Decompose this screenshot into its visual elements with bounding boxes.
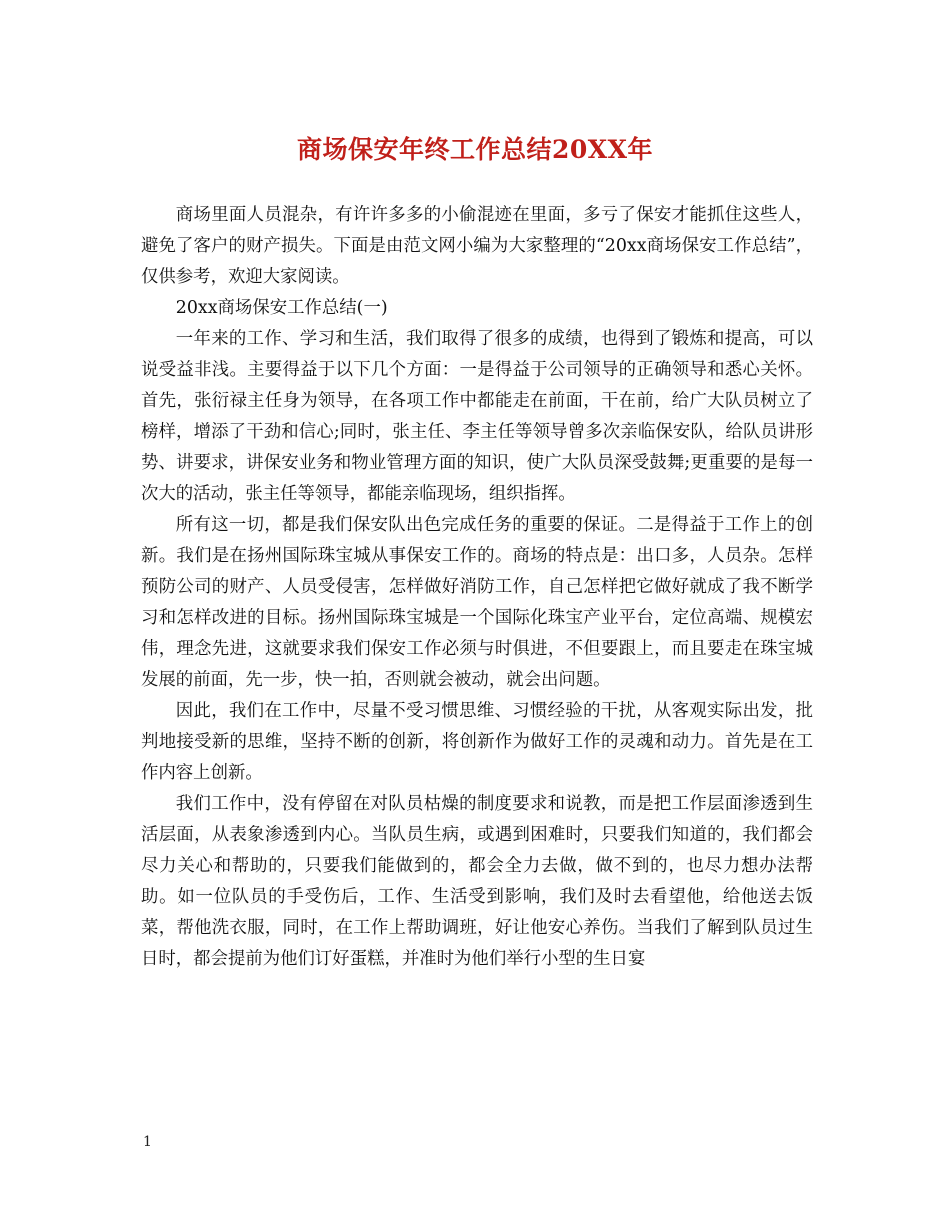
document-title: 商场保安年终工作总结20XX年 [296, 135, 654, 164]
paragraph-care: 我们工作中，没有停留在对队员枯燥的制度要求和说教，而是把工作层面渗透到生活层面，从表象渗透到内心。当队员生病，或遇到困难时，只要我们知道的，我们都会尽力关心和帮助的，只要我们能做到的，都会全力去做，做不到的，也尽力想办法帮助。如一位队员的手受伤后，工作、生活受到影响，我们及时去看望他，给他送去饭菜，帮他洗衣服，同时，在工作上帮助调班，好让他安心养伤。当我们了解到队员过生日时，都会提前为他们订好蛋糕，并准时为他们举行小型的生日宴 [141, 794, 813, 969]
page-number: 1 [143, 1134, 152, 1150]
paragraph-intro: 商场里面人员混杂，有许许多多的小偷混迹在里面，多亏了保安才能抓住这些人，避免了客户的财产损失。下面是由范文网小编为大家整理的“20xx商场保安工作总结”，仅供参考，欢迎大家阅读。 [141, 205, 813, 287]
document-body [141, 200, 813, 975]
paragraph-thinking: 因此，我们在工作中，尽量不受习惯思维、习惯经验的干扰，从客观实际出发，批判地接受新的思维，坚持不断的创新，将创新作为做好工作的灵魂和动力。首先是在工作内容上创新。 [141, 701, 813, 783]
paragraph-section-heading: 20xx商场保安工作总结(一) [175, 298, 388, 318]
paragraph-achievements: 一年来的工作、学习和生活，我们取得了很多的成绩，也得到了锻炼和提高，可以说受益非浅。主要得益于以下几个方面：一是得益于公司领导的正确领导和悉心关怀。首先，张衍禄主任身为领导，在各项工作中都能走在前面，干在前，给广大队员树立了榜样，增添了干劲和信心;同时，张主任、李主任等领导曾多次亲临保安队，给队员讲形势、讲要求，讲保安业务和物业管理方面的知识，使广大队员深受鼓舞;更重要的是每一次大的活动，张主任等领导，都能亲临现场，组织指挥。 [141, 329, 813, 504]
paragraph-innovation: 所有这一切，都是我们保安队出色完成任务的重要的保证。二是得益于工作上的创新。我们是在扬州国际珠宝城从事保安工作的。商场的特点是：出口多，人员杂。怎样预防公司的财产、人员受侵害，怎样做好消防工作，自己怎样把它做好就成了我不断学习和怎样改进的目标。扬州国际珠宝城是一个国际化珠宝产业平台，定位高端、规模宏伟，理念先进，这就要求我们保安工作必须与时俱进，不但要跟上，而且要走在珠宝城发展的前面，先一步，快一拍，否则就会被动，就会出问题。 [141, 515, 813, 690]
